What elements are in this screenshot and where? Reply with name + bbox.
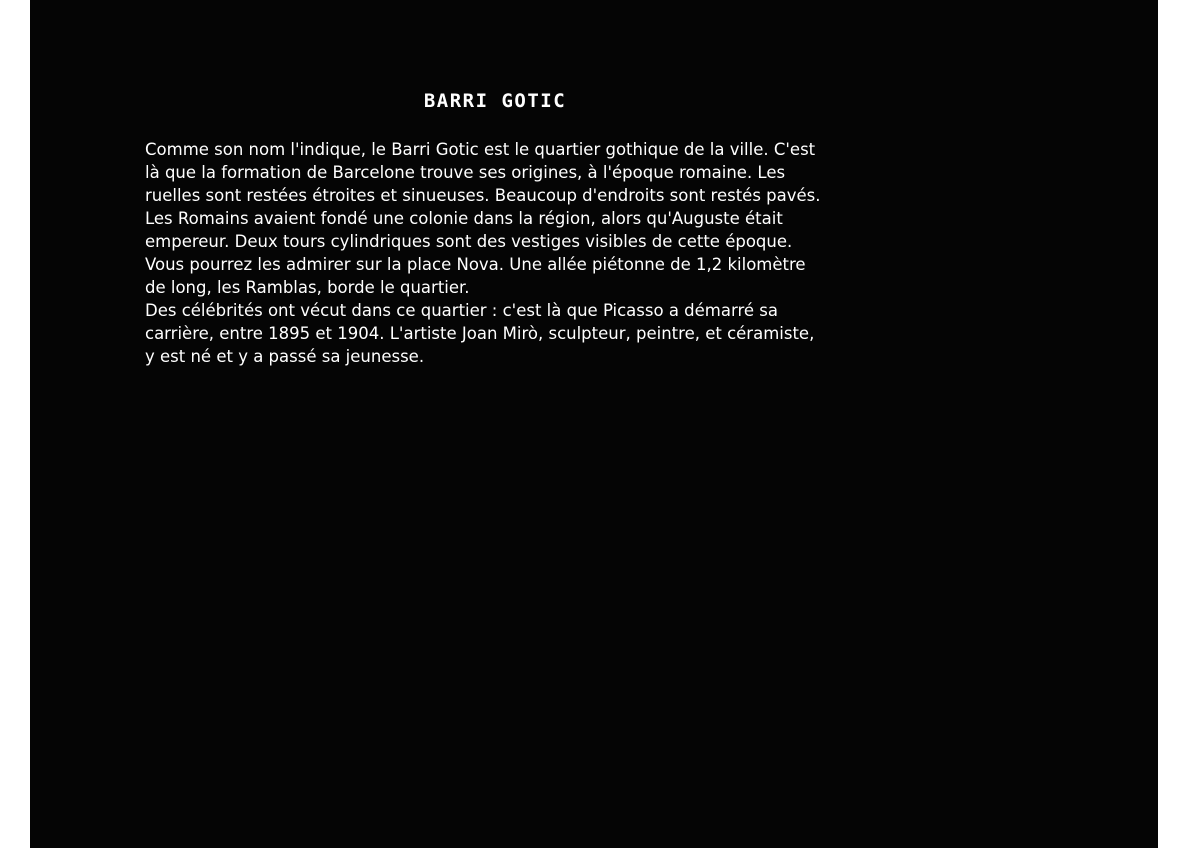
page-title: BARRI GOTIC bbox=[423, 90, 567, 112]
document-page bbox=[30, 0, 1158, 848]
paragraph-1: Comme son nom l'indique, le Barri Gotic est le quartier gothique de la ville. C'est là que la formation de Barcelone trouve ses origines, à l'époque romaine. Les ruelles sont restées étroites et sinueuses. Beaucoup d'endroits sont restés pavés. bbox=[145, 140, 821, 205]
paragraph-3: Des célébrités ont vécut dans ce quartier : c'est là que Picasso a démarré sa carrière, entre 1895 et 1904. L'artiste Joan Mirò, sculpteur, peintre, et céramiste, y est né et y a passé sa jeunesse. bbox=[145, 301, 815, 366]
document-body bbox=[145, 138, 825, 368]
paragraph-2: Les Romains avaient fondé une colonie dans la région, alors qu'Auguste était empereur. Deux tours cylindriques sont des vestiges visibles de cette époque. Vous pourrez les admirer sur la place Nova. Une allée piétonne de 1,2 kilomètre de long, les Ramblas, borde le quartier. bbox=[145, 209, 806, 297]
